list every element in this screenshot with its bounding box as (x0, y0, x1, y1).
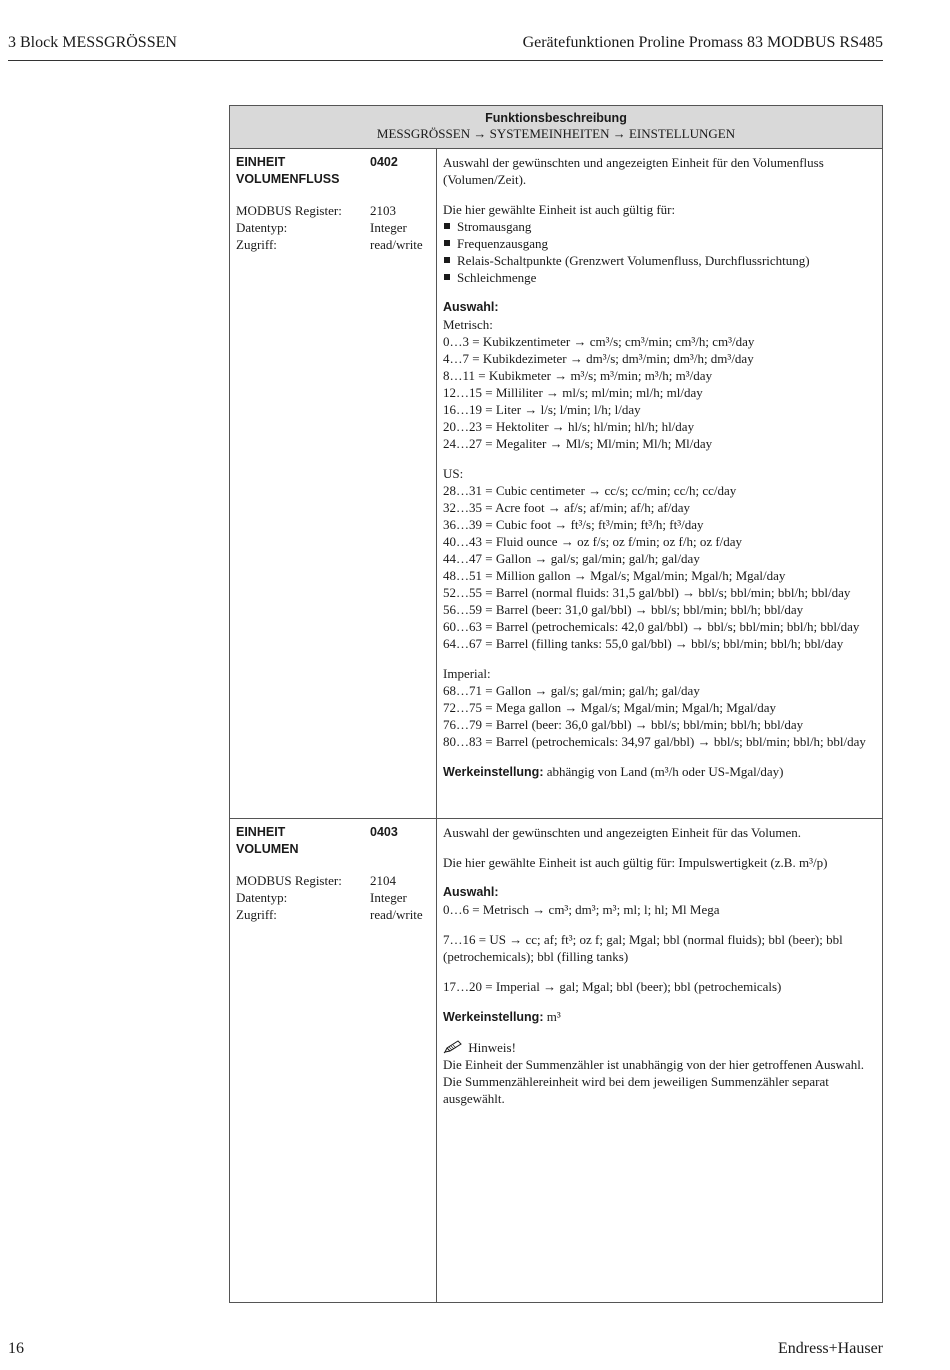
hint-heading (443, 1039, 879, 1056)
function-name (236, 154, 432, 188)
table-header (230, 106, 882, 149)
register-meta (236, 202, 432, 253)
description-text: Auswahl der gewünschten und angezeigten Einheit für das Volumen. (443, 825, 802, 840)
imperial-options (443, 665, 879, 750)
function-description (443, 154, 879, 781)
list-item: 80…83 = Barrel (petrochemicals: 34,97 gal/bbl) → bbl/s; bbl/min; bbl/h; bbl/day (443, 734, 866, 749)
function-row-0402 (230, 149, 882, 819)
meta-label: Datentyp: (236, 220, 288, 235)
list-item: 44…47 = Gallon → gal/s; gal/min; gal/h; gal/day (443, 551, 700, 566)
meta-value: 2103 (370, 203, 396, 218)
us-options (443, 465, 879, 652)
page-header (8, 32, 883, 61)
function-table (229, 105, 883, 1303)
list-item: Stromausgang (443, 218, 879, 235)
default-value: m³ (546, 1009, 561, 1024)
list-item: 68…71 = Gallon → gal/s; gal/min; gal/h; gal/day (443, 683, 700, 698)
list-item: 48…51 = Million gallon → Mgal/s; Mgal/min; Mgal/h; Mgal/day (443, 568, 786, 583)
valid-for-intro: Die hier gewählte Einheit ist auch gültig für: (443, 202, 676, 217)
chapter-title: 3 Block MESSGRÖSSEN (8, 34, 177, 51)
valid-for-text: Die hier gewählte Einheit ist auch gültig für: Impulswertigkeit (z.B. m³/p) (443, 855, 828, 870)
list-item: 28…31 = Cubic centimeter → cc/s; cc/min; cc/h; cc/day (443, 483, 737, 498)
list-item: 12…15 = Milliliter → ml/s; ml/min; ml/h; ml/day (443, 385, 703, 400)
meta-value: read/write (370, 907, 423, 922)
valid-for-list (443, 218, 879, 286)
function-description (443, 824, 879, 1107)
metric-option: 0…6 = Metrisch → cm³; dm³; m³; ml; l; hl; Ml Mega (443, 902, 720, 917)
hint-label: Hinweis! (468, 1040, 516, 1055)
list-item: 0…3 = Kubikzentimeter → cm³/s; cm³/min; cm³/h; cm³/day (443, 334, 755, 349)
table-header-path: MESSGRÖSSEN → SYSTEMEINHEITEN → EINSTELLUNGEN (376, 126, 736, 141)
function-name-line1: EINHEIT (236, 825, 286, 839)
list-item: 16…19 = Liter → l/s; l/min; l/h; l/day (443, 402, 641, 417)
page-number: 16 (8, 1340, 24, 1357)
imperial-label: Imperial: (443, 666, 491, 681)
list-item: 64…67 = Barrel (filling tanks: 55,0 gal/bbl) → bbl/s; bbl/min; bbl/h; bbl/day (443, 636, 844, 651)
meta-value: 2104 (370, 873, 396, 888)
function-code: 0403 (370, 825, 398, 839)
meta-label: MODBUS Register: (236, 873, 342, 888)
meta-value: read/write (370, 237, 423, 252)
function-row-0403 (230, 819, 882, 1302)
function-info (236, 154, 432, 253)
selection-label: Auswahl: (443, 885, 499, 899)
function-name-line2: VOLUMENFLUSS (236, 172, 340, 186)
function-name (236, 824, 432, 858)
page-footer (8, 1340, 883, 1364)
function-code: 0402 (370, 155, 398, 169)
list-item: 4…7 = Kubikdezimeter → dm³/s; dm³/min; dm³/h; dm³/day (443, 351, 754, 366)
meta-value: Integer (370, 220, 407, 235)
us-label: US: (443, 466, 464, 481)
list-item: 36…39 = Cubic foot → ft³/s; ft³/min; ft³/h; ft³/day (443, 517, 704, 532)
list-item: 60…63 = Barrel (petrochemicals: 42,0 gal/bbl) → bbl/s; bbl/min; bbl/h; bbl/day (443, 619, 860, 634)
list-item: 76…79 = Barrel (beer: 36,0 gal/bbl) → bbl/s; bbl/min; bbl/h; bbl/day (443, 717, 804, 732)
list-item: 32…35 = Acre foot → af/s; af/min; af/h; af/day (443, 500, 691, 515)
list-item: Schleichmenge (443, 269, 879, 286)
document-title: Gerätefunktionen Proline Promass 83 MODBUS RS485 (522, 34, 883, 51)
imperial-option: 17…20 = Imperial → gal; Mgal; bbl (beer); bbl (petrochemicals) (443, 979, 782, 994)
function-name-line2: VOLUMEN (236, 842, 299, 856)
table-header-title: Funktionsbeschreibung (485, 111, 627, 125)
list-item: Relais-Schaltpunkte (Grenzwert Volumenfluss, Durchflussrichtung) (443, 252, 879, 269)
list-item: 40…43 = Fluid ounce → oz f/s; oz f/min; oz f/h; oz f/day (443, 534, 743, 549)
meta-label: Datentyp: (236, 890, 288, 905)
hint-box (443, 1039, 879, 1107)
function-info (236, 824, 432, 923)
pencil-icon (443, 1040, 465, 1054)
default-label: Werkeinstellung: (443, 765, 544, 779)
metric-label: Metrisch: (443, 317, 493, 332)
register-meta (236, 872, 432, 923)
selection-label: Auswahl: (443, 300, 499, 314)
list-item: Frequenzausgang (443, 235, 879, 252)
list-item: 20…23 = Hektoliter → hl/s; hl/min; hl/h; hl/day (443, 419, 695, 434)
default-label: Werkeinstellung: (443, 1010, 544, 1024)
us-option: 7…16 = US → cc; af; ft³; oz f; gal; Mgal; bbl (normal fluids); bbl (beer); bbl (petrochemicals); bbl (filling tanks) (443, 932, 843, 964)
hint-text: Die Einheit der Summenzähler ist unabhängig von der hier getroffenen Auswahl. Die Summenzählereinheit wird bei dem jeweiligen Summenzähler separat ausgewählt. (443, 1057, 865, 1106)
list-item: 8…11 = Kubikmeter → m³/s; m³/min; m³/h; m³/day (443, 368, 713, 383)
meta-label: MODBUS Register: (236, 203, 342, 218)
default-setting (443, 1008, 879, 1026)
meta-label: Zugriff: (236, 237, 277, 252)
meta-value: Integer (370, 890, 407, 905)
list-item: 24…27 = Megaliter → Ml/s; Ml/min; Ml/h; Ml/day (443, 436, 713, 451)
list-item: 72…75 = Mega gallon → Mgal/s; Mgal/min; Mgal/h; Mgal/day (443, 700, 777, 715)
metric-options (443, 299, 879, 452)
list-item: 56…59 = Barrel (beer: 31,0 gal/bbl) → bbl/s; bbl/min; bbl/h; bbl/day (443, 602, 804, 617)
meta-label: Zugriff: (236, 907, 277, 922)
function-name-line1: EINHEIT (236, 155, 286, 169)
default-value: abhängig von Land (m³/h oder US-Mgal/day) (546, 764, 784, 779)
list-item: 52…55 = Barrel (normal fluids: 31,5 gal/bbl) → bbl/s; bbl/min; bbl/h; bbl/day (443, 585, 851, 600)
description-text: Auswahl der gewünschten und angezeigten Einheit für den Volumenfluss (Volumen/Zeit). (443, 155, 824, 187)
default-setting (443, 763, 879, 781)
brand-name: Endress+Hauser (778, 1340, 883, 1357)
